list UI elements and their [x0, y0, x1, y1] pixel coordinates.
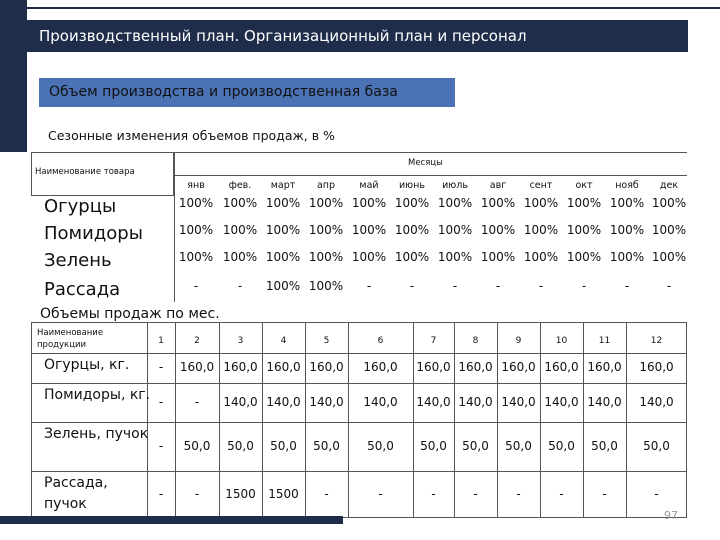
table1-cell: 100%	[394, 196, 430, 210]
table2-cell: -	[158, 394, 164, 409]
table2-month-header: 3	[237, 336, 244, 346]
table1-month-header: март	[270, 180, 296, 191]
table2-cell: -	[473, 486, 478, 501]
table1-month-header: апр	[316, 180, 336, 191]
table1-cell: 100%	[265, 223, 301, 237]
table1-cell: -	[193, 279, 199, 293]
section-heading: Объем производства и производственная база	[39, 78, 455, 107]
table1-cell: 100%	[308, 196, 344, 210]
table2-row-line	[31, 383, 687, 384]
table2-cell: 50,0	[420, 438, 447, 453]
table2-caption: Объемы продаж по мес.	[40, 306, 220, 322]
table1-cell: -	[237, 279, 243, 293]
page-number: 97	[664, 509, 678, 522]
bottom-accent-bar	[0, 516, 343, 524]
table2-cell: -	[378, 486, 383, 501]
table2-cell: 140,0	[223, 394, 258, 409]
table2-month-header: 7	[430, 336, 437, 346]
table2-cell: 160,0	[309, 360, 344, 374]
table2-cell: 140,0	[416, 394, 451, 409]
table2-cell: -	[194, 394, 200, 409]
table2-cell: -	[194, 486, 200, 501]
table1-cell: 100%	[178, 196, 214, 210]
table2-cell: 140,0	[544, 394, 579, 409]
table2-row-line	[31, 353, 687, 354]
table2-row-label: Огурцы, кг.	[44, 357, 130, 373]
table2-month-header: 2	[194, 336, 200, 346]
top-rule	[0, 7, 720, 9]
table1-cell: 100%	[351, 196, 387, 210]
table1-header-divider	[174, 175, 687, 176]
table2-month-header: 8	[472, 336, 479, 346]
table1-cell: -	[366, 279, 372, 293]
table1-months-header: Месяцы	[408, 158, 443, 168]
table1-cell: -	[409, 279, 415, 293]
table1-month-header: июль	[442, 180, 468, 191]
table1-cell: 100%	[308, 223, 344, 237]
table2-month-header: 10	[555, 336, 568, 346]
table1-cell: 100%	[437, 196, 473, 210]
table2-cell: 50,0	[505, 438, 532, 453]
table2-name-header: Наименование продукции	[37, 328, 104, 350]
table1-cell: 100%	[609, 196, 645, 210]
table1-name-header: Наименование товара	[35, 167, 135, 177]
table2-row-label: Зелень, пучок	[44, 426, 149, 442]
table2-cell: -	[158, 438, 164, 453]
table1-cell: 100%	[265, 279, 301, 293]
table1-month-header: авг	[489, 180, 507, 191]
table1-cell: 100%	[609, 250, 645, 264]
table1-row-label: Огурцы	[44, 196, 117, 217]
table2-cell: 140,0	[309, 394, 344, 409]
table2-cell: 160,0	[458, 360, 493, 374]
title-end-block	[688, 20, 720, 52]
table2-row-line	[31, 471, 687, 472]
table2-cell: 50,0	[591, 438, 618, 453]
table2-cell: 140,0	[587, 394, 622, 409]
table2-cell: -	[324, 486, 329, 501]
table1-cell: -	[581, 279, 587, 293]
table1-cell: -	[666, 279, 672, 293]
table2-cell: 50,0	[548, 438, 575, 453]
table1-row-label: Зелень	[44, 250, 112, 271]
table2-cell: -	[158, 360, 164, 374]
table1-cell: 100%	[480, 223, 516, 237]
table2-month-header: 6	[377, 336, 384, 346]
table1-month-header: фев.	[228, 180, 252, 191]
table2-cell: -	[602, 486, 607, 501]
table1-cell: 100%	[265, 196, 301, 210]
table1-month-header: май	[359, 180, 379, 191]
table1-cell: 100%	[394, 223, 430, 237]
table1-cell: 100%	[351, 250, 387, 264]
table2-cell: 1500	[268, 486, 299, 501]
table1-cell: 100%	[523, 196, 559, 210]
table2-cell: 50,0	[367, 438, 394, 453]
table2-cell: 160,0	[266, 360, 301, 374]
table1-row-label: Помидоры	[44, 223, 143, 244]
table2-cell: 160,0	[501, 360, 536, 374]
table2-month-header: 12	[650, 336, 663, 346]
table1-cell: 100%	[265, 250, 301, 264]
page-title: Производственный план. Организационный план и персонал	[27, 20, 688, 52]
table2-cell: 50,0	[270, 438, 297, 453]
table1-cell: 100%	[566, 250, 602, 264]
table2-cell: 50,0	[643, 438, 670, 453]
table1-cell: 100%	[178, 223, 214, 237]
table1-month-header: нояб	[615, 180, 639, 191]
table1-row-label: Рассада	[44, 279, 121, 300]
table2-cell: 140,0	[363, 394, 398, 409]
table1-cell: 100%	[523, 223, 559, 237]
table1-cell: 100%	[178, 250, 214, 264]
table1-cell: 100%	[609, 223, 645, 237]
table2-row-label: Рассада, пучок	[44, 475, 108, 512]
table1-month-header: июнь	[399, 180, 425, 191]
table1-caption: Сезонные изменения объемов продаж, в %	[48, 128, 335, 143]
table1-cell: 100%	[651, 223, 687, 237]
table2-month-header: 11	[598, 336, 611, 346]
table2-cell: 1500	[225, 486, 256, 501]
table2-cell: 160,0	[544, 360, 579, 374]
table1-month-header: сент	[529, 180, 553, 191]
table2-cell: 50,0	[183, 438, 211, 453]
table1-cell: 100%	[651, 196, 687, 210]
table1-cell: -	[624, 279, 630, 293]
table2-cell: -	[654, 486, 659, 501]
table1-cell: 100%	[523, 250, 559, 264]
table2-cell: -	[516, 486, 521, 501]
table2-month-header: 5	[323, 336, 330, 346]
table2-cell: 160,0	[639, 360, 674, 374]
table2-row-label: Помидоры, кг.	[44, 387, 151, 403]
table1-cell: 100%	[437, 223, 473, 237]
table2-cell: 160,0	[179, 360, 215, 374]
table1-cell: 100%	[480, 196, 516, 210]
table1-cell: -	[452, 279, 458, 293]
table1-cell: 100%	[437, 250, 473, 264]
table2-cell: -	[559, 486, 564, 501]
table1-cell: -	[538, 279, 544, 293]
table2-month-header: 4	[280, 336, 287, 346]
table1-cell: 100%	[222, 223, 258, 237]
table1-month-header: окт	[575, 180, 593, 191]
table2-cell: 160,0	[223, 360, 258, 374]
table1-cell: -	[495, 279, 501, 293]
table2-cell: 140,0	[501, 394, 536, 409]
table2-cell: 160,0	[587, 360, 622, 374]
table1-month-header: янв	[187, 180, 205, 191]
table2-cell: -	[158, 486, 164, 501]
table2-cell: 140,0	[639, 394, 674, 409]
table1-cell: 100%	[566, 196, 602, 210]
table1-cell: 100%	[651, 250, 687, 264]
table1-cell: 100%	[308, 279, 344, 293]
left-accent-bar	[0, 0, 27, 152]
table1-cell: 100%	[308, 250, 344, 264]
table1-cell: 100%	[566, 223, 602, 237]
table2-cell: 160,0	[416, 360, 451, 374]
table1-cell: 100%	[394, 250, 430, 264]
table2-cell: 50,0	[313, 438, 340, 453]
table2-cell: 140,0	[458, 394, 493, 409]
table2-cell: 50,0	[227, 438, 254, 453]
table1-cell: 100%	[351, 223, 387, 237]
table1-cell: 100%	[480, 250, 516, 264]
table2-month-header: 1	[158, 336, 164, 346]
table1-cell: 100%	[222, 250, 258, 264]
table1-cell: 100%	[222, 196, 258, 210]
table2-row-line	[31, 422, 687, 423]
table2-cell: 160,0	[363, 360, 398, 374]
table2-cell: 140,0	[266, 394, 301, 409]
table2-cell: -	[431, 486, 436, 501]
table2-month-header: 9	[515, 336, 522, 346]
table2-cell: 50,0	[462, 438, 489, 453]
table1-month-header: дек	[659, 180, 679, 191]
